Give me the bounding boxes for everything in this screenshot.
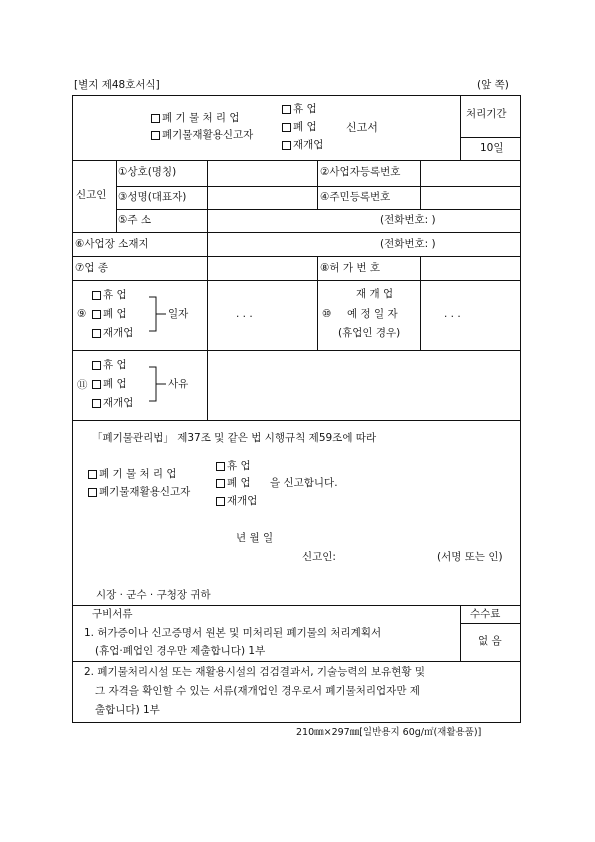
checkbox[interactable] [92, 329, 101, 338]
signer-label: 신고인: [302, 551, 336, 563]
law-reference: 「폐기물관리법」 제37조 및 같은 법 시행규칙 제59조에 따라 [92, 432, 377, 444]
checkbox[interactable] [282, 105, 291, 114]
date-label: 일자 [168, 308, 189, 320]
form-number: [별지 제48호서식] [74, 79, 160, 91]
declaration-date[interactable]: 년 월 일 [236, 532, 274, 544]
fee-value: 없 음 [478, 635, 502, 647]
document-title: 신고서 [346, 121, 378, 134]
field-address-label: ⑤주 소 [118, 214, 152, 226]
fee-label: 수수료 [470, 608, 501, 620]
field-industry-label: ⑦업 종 [75, 262, 109, 274]
field-10-number: ⑩ [322, 308, 332, 320]
option-reopen[interactable]: 재개업 [282, 139, 323, 152]
attachment-item-2c: 출합니다) 1부 [95, 704, 160, 716]
reason-option-close[interactable]: 폐 업 [92, 378, 127, 391]
decl-type-recycling-reporter[interactable]: 폐기물재활용신고자 [88, 486, 190, 499]
field-9-number: ⑨ [77, 308, 87, 320]
paper-spec: 210㎜×297㎜[일반용지 60g/㎡(재활용품)] [296, 727, 482, 738]
signature-field[interactable]: (서명 또는 인) [437, 551, 503, 563]
checkbox[interactable] [151, 131, 160, 140]
field-permit-no-label: ⑧허 가 번 호 [320, 262, 380, 274]
addressee: 시장 · 군수 · 구청장 귀하 [96, 589, 211, 601]
option-close[interactable]: 폐 업 [282, 121, 317, 134]
attachment-item-1b: (휴업·폐업인 경우만 제출합니다) 1부 [95, 645, 266, 657]
field-11-number: ⑪ [77, 379, 88, 391]
checkbox[interactable] [92, 310, 101, 319]
date-option-suspend[interactable]: 휴 업 [92, 289, 127, 302]
bracket-icon [148, 362, 168, 406]
type-recycling-reporter[interactable]: 폐기물재활용신고자 [151, 129, 253, 142]
checkbox[interactable] [92, 291, 101, 300]
decl-type-waste-business[interactable]: 폐 기 물 처 리 업 [88, 468, 177, 481]
checkbox[interactable] [282, 123, 291, 132]
attachments-title: 구비서류 [92, 608, 133, 620]
checkbox[interactable] [92, 399, 101, 408]
address-phone: (전화번호: ) [380, 214, 436, 226]
reopen-label-3: (휴업인 경우) [338, 327, 401, 339]
processing-period-value: 10일 [480, 142, 504, 154]
declaration-closing: 을 신고합니다. [270, 477, 338, 489]
attachment-item-2a: 2. 폐기물처리시설 또는 재활용시설의 검검결과서, 기술능력의 보유현황 및 [84, 666, 426, 678]
decl-option-suspend[interactable]: 휴 업 [216, 460, 251, 473]
checkbox[interactable] [92, 380, 101, 389]
bracket-icon [148, 292, 168, 336]
checkbox[interactable] [216, 479, 225, 488]
attachment-item-2b: 그 자격을 확인할 수 있는 서류(재개업인 경우로서 폐기물처리업자만 제 [95, 685, 420, 697]
field-business-reg-no-label: ②사업자등록번호 [320, 166, 401, 178]
field-site-location-label: ⑥사업장 소재지 [75, 238, 149, 250]
attachment-item-1a: 1. 허가증이나 신고증명서 원본 및 미처리된 폐기물의 처리계획서 [84, 627, 382, 639]
reopen-label-1: 재 개 업 [356, 288, 394, 300]
field-representative-label: ③성명(대표자) [118, 191, 187, 203]
checkbox[interactable] [216, 497, 225, 506]
checkbox[interactable] [151, 114, 160, 123]
reason-label: 사유 [168, 378, 189, 390]
checkbox[interactable] [92, 361, 101, 370]
decl-option-reopen[interactable]: 재개업 [216, 495, 257, 508]
checkbox[interactable] [216, 462, 225, 471]
field-resident-no-label: ④주민등록번호 [320, 191, 391, 203]
processing-period-label: 처리기간 [466, 108, 507, 120]
checkbox[interactable] [88, 488, 97, 497]
reporter-label: 신고인 [76, 189, 107, 201]
option-suspend[interactable]: 휴 업 [282, 103, 317, 116]
decl-option-close[interactable]: 폐 업 [216, 477, 251, 490]
reason-option-reopen[interactable]: 재개업 [92, 397, 133, 410]
reason-option-suspend[interactable]: 휴 업 [92, 359, 127, 372]
date-option-close[interactable]: 폐 업 [92, 308, 127, 321]
type-waste-business[interactable]: 폐 기 물 처 리 업 [151, 112, 240, 125]
reopen-date-input[interactable]: . . . [444, 308, 461, 320]
date-option-reopen[interactable]: 재개업 [92, 327, 133, 340]
reopen-label-2: 예 정 일 자 [347, 308, 398, 320]
site-phone: (전화번호: ) [380, 238, 436, 250]
checkbox[interactable] [88, 470, 97, 479]
checkbox[interactable] [282, 141, 291, 150]
field-business-name-label: ①상호(명칭) [118, 166, 177, 178]
page-side: (앞 쪽) [477, 79, 509, 91]
date-input[interactable]: . . . [236, 308, 253, 320]
